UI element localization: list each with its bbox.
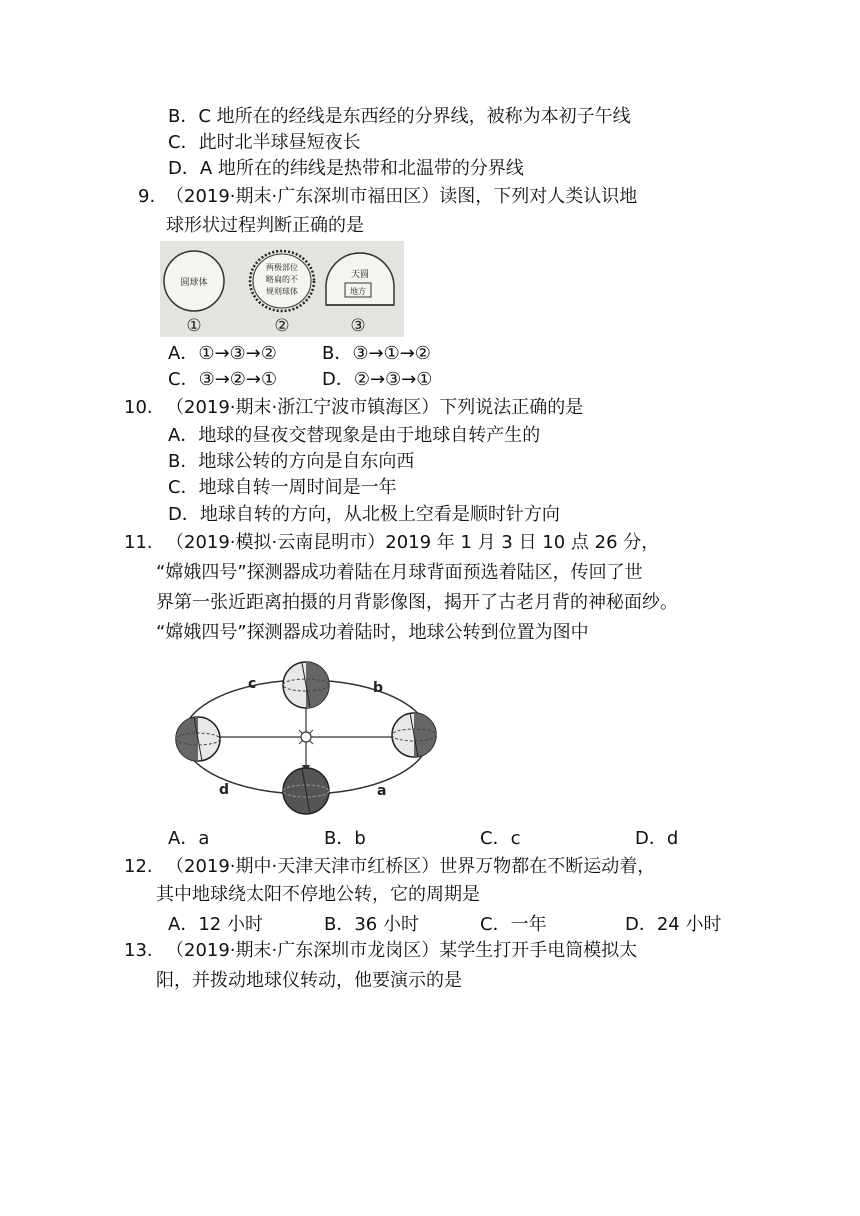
q10-number: 10. [124,397,153,418]
dome-sky-label: 天圆 [350,270,370,280]
sphere-label: 圆球体 [180,278,208,288]
q12-option-a: A．12 小时 [168,914,263,935]
q11-option-a: A．a [168,828,210,849]
q11-orbit-svg [166,655,446,825]
q11-stem-line2: “嫦娥四号”探测器成功着陆在月球背面预选着陆区，传回了世 [156,562,643,583]
q9-option-b: B．③→①→② [322,343,431,364]
q9-option-c: C．③→②→① [168,369,278,390]
sun-icon [296,727,316,747]
q8-option-b: B．C 地所在的经线是东西经的分界线，被称为本初子午线 [168,106,631,127]
figure-number-2: ② [274,316,290,336]
q9-option-a: A．①→③→② [168,343,277,364]
q9-earth-shape-figure [160,241,404,337]
q10-option-d: D．地球自转的方向，从北极上空看是顺时针方向 [168,504,560,525]
q12-stem-line1: （2019·期中·天津天津市红桥区）世界万物都在不断运动着， [166,856,656,877]
figure-number-3: ③ [350,316,366,336]
oblate-label-2: 略扁的不 [266,275,298,284]
q13-stem-line1: （2019·期末·广东深圳市龙岗区）某学生打开手电筒模拟太 [166,940,638,961]
orbit-label-c: c [248,676,257,692]
q8-option-c: C．此时北半球昼短夜长 [168,132,361,153]
orbit-label-a: a [377,783,387,799]
q12-option-b: B．36 小时 [324,914,419,935]
q11-stem-line3: 界第一张近距离拍摄的月背影像图，揭开了古老月背的神秘面纱。 [156,592,678,613]
earth-left [176,717,220,761]
q10-option-c: C．地球自转一周时间是一年 [168,477,397,498]
orbit-label-b: b [373,680,384,696]
square-earth-label: 地方 [350,287,366,296]
oblate-label-1: 两极部位 [266,263,298,272]
figure-number-1: ① [186,316,202,336]
q9-stem-line1: （2019·期末·广东深圳市福田区）读图，下列对人类认识地 [166,186,638,207]
q11-number: 11. [124,532,153,553]
q13-stem-line2: 阳，并拨动地球仪转动，他要演示的是 [156,970,462,991]
q12-number: 12. [124,856,153,877]
q9-figure-svg [160,241,404,337]
q8-option-d: D．A 地所在的纬线是热带和北温带的分界线 [168,158,524,179]
oblate-label-3: 规则球体 [266,287,298,296]
q10-stem: （2019·期末·浙江宁波市镇海区）下列说法正确的是 [166,397,584,418]
q12-option-d: D．24 小时 [625,914,722,935]
q12-stem-line2: 其中地球绕太阳不停地公转，它的周期是 [156,884,480,905]
q9-option-d: D．②→③→① [322,369,433,390]
q13-number: 13. [124,940,153,961]
q9-stem-line2: 球形状过程判断正确的是 [166,215,364,236]
q12-option-c: C．一年 [480,914,547,935]
q10-option-a: A．地球的昼夜交替现象是由于地球自转产生的 [168,425,541,446]
earth-bottom [283,768,329,814]
orbit-label-d: d [219,782,230,798]
q11-option-c: C．c [480,828,521,849]
q11-stem-line4: “嫦娥四号”探测器成功着陆时，地球公转到位置为图中 [156,622,589,643]
q10-option-b: B．地球公转的方向是自东向西 [168,451,415,472]
q11-option-b: B．b [324,828,366,849]
q9-number: 9. [138,186,156,207]
q11-stem-line1: （2019·模拟·云南昆明市）2019 年 1 月 3 日 10 点 26 分， [166,532,660,553]
q11-option-d: D．d [635,828,679,849]
q11-earth-orbit-figure [166,655,446,825]
earth-right [392,713,436,757]
earth-top [283,662,329,708]
